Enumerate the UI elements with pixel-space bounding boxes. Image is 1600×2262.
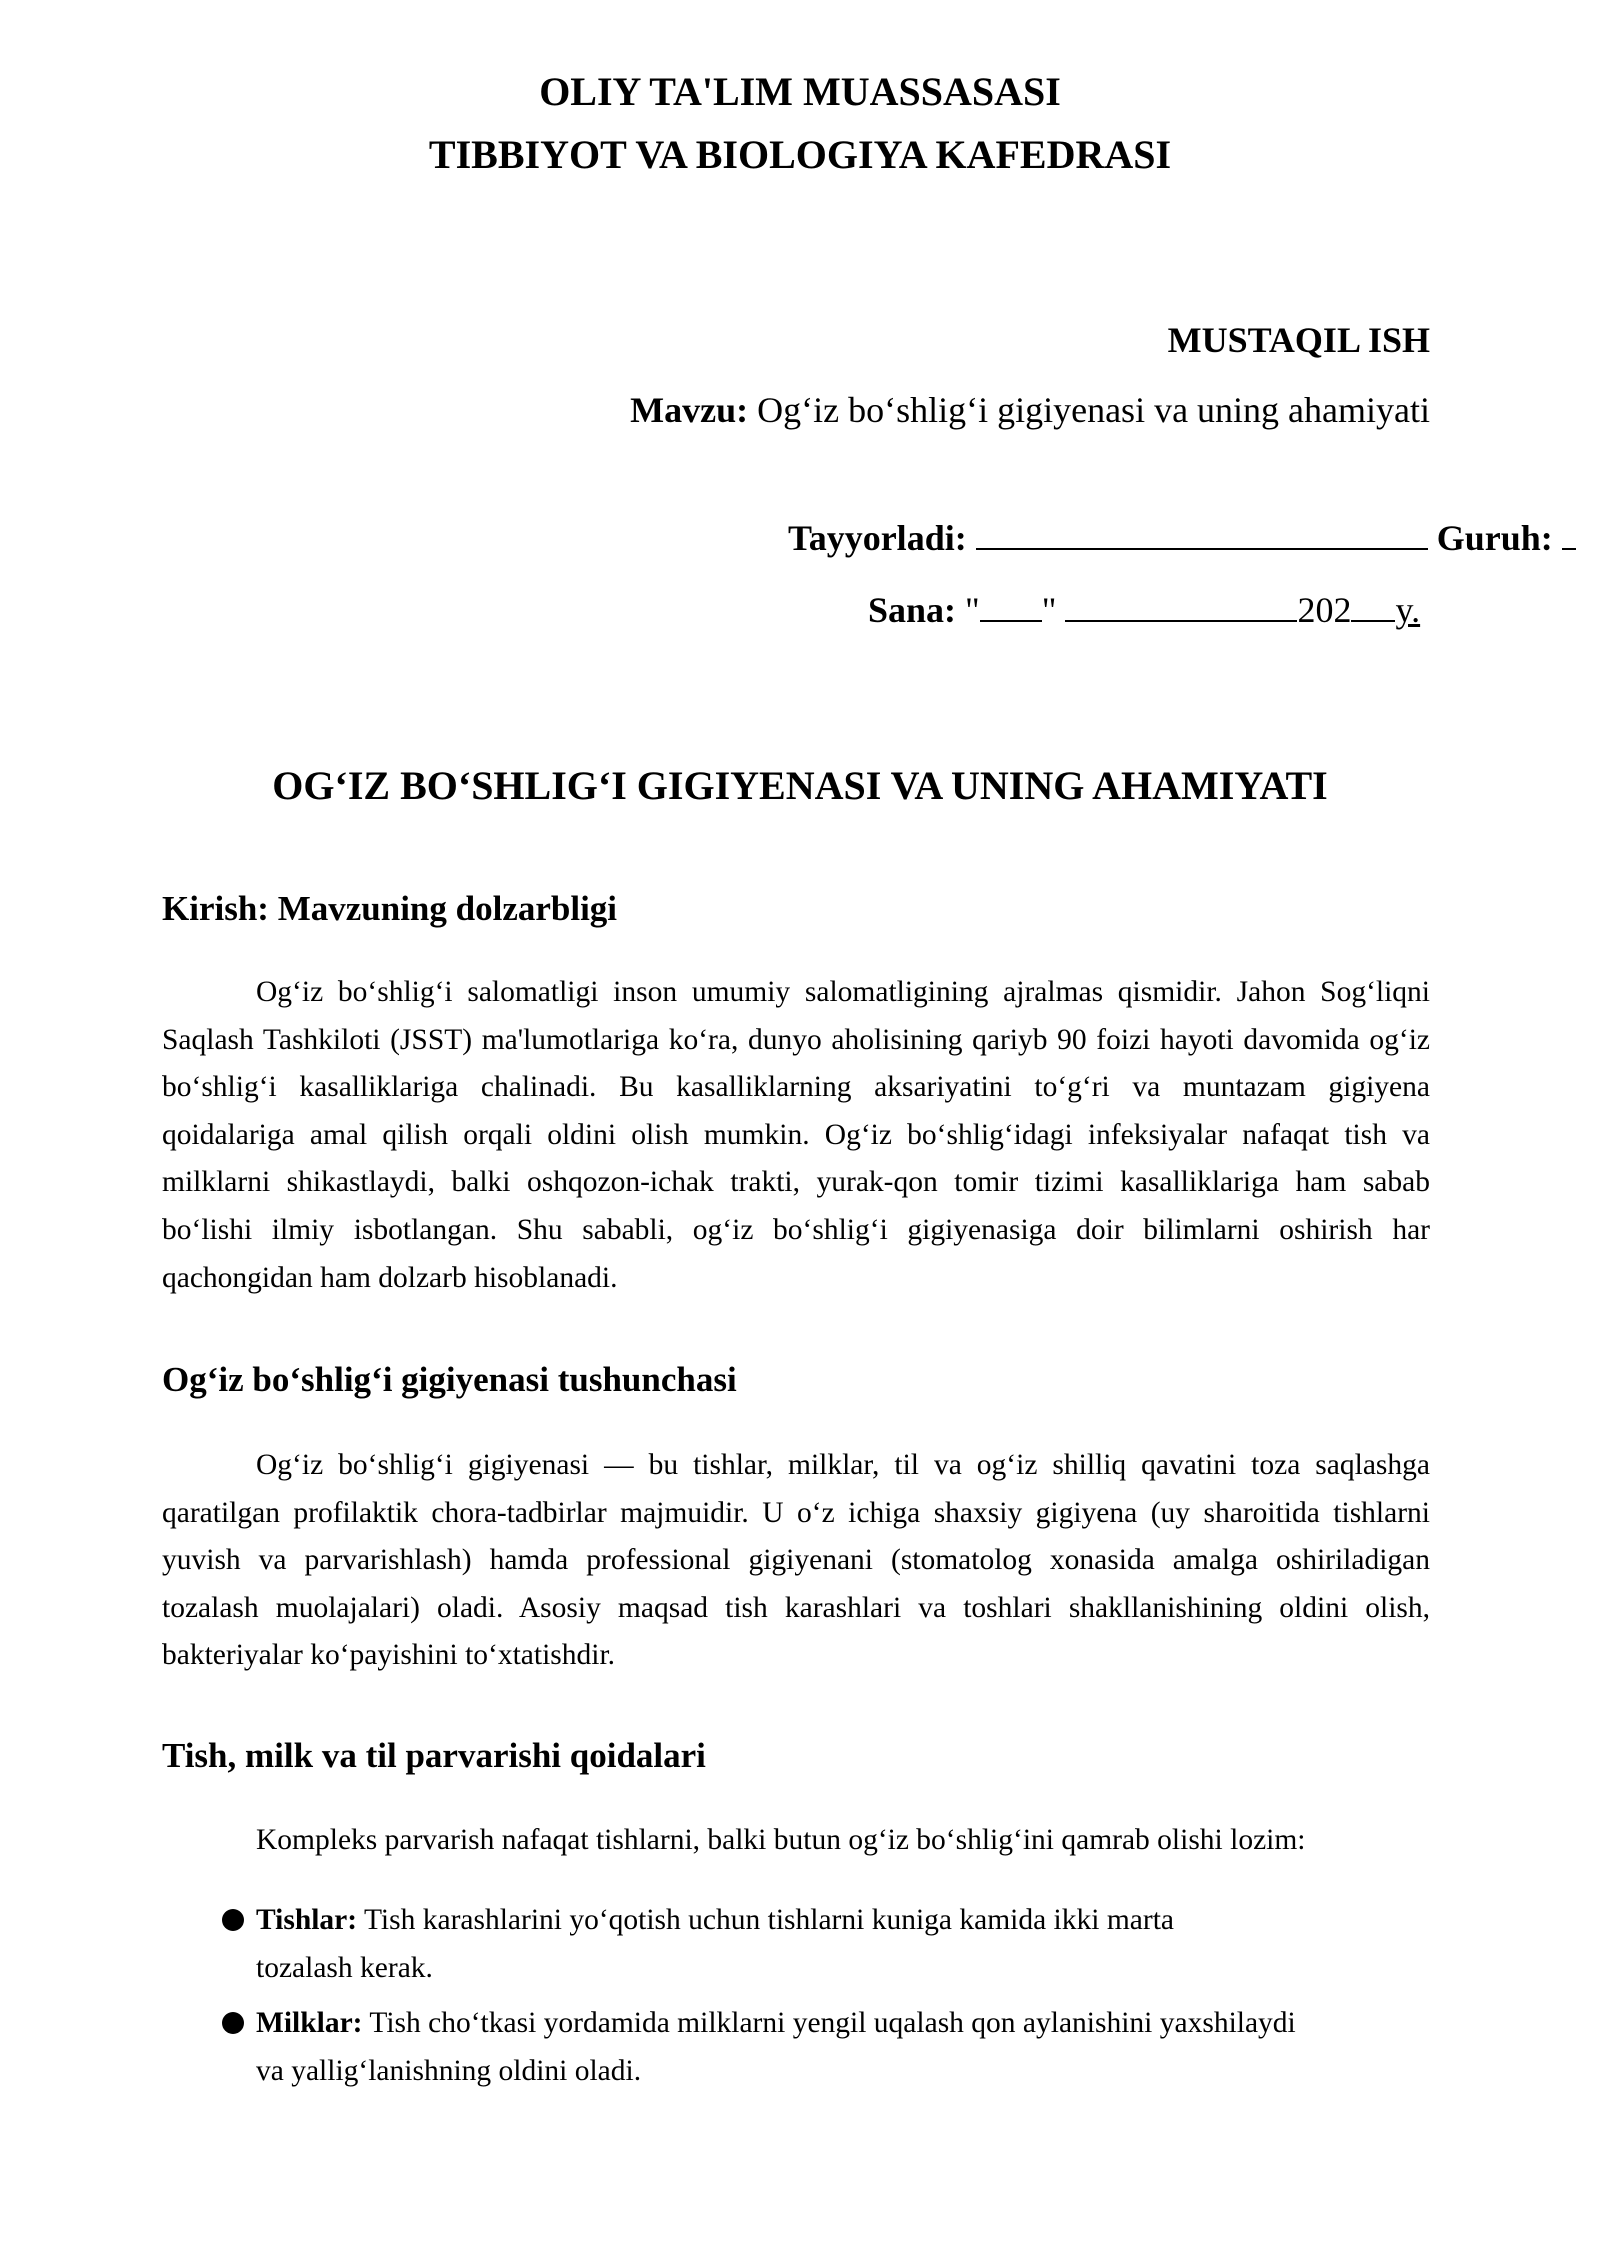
section-paragraph-intro: Og‘iz bo‘shlig‘i salomatligi inson umumiy salomatligining ajralmas qismidir. Jahon Sog‘liqni Saqlash Tashkiloti (JSST) ma'lumotlariga ko‘ra, dunyo aholisining qariyb 90 foizi hayoti davomida og‘iz bo‘shlig‘i kasalliklariga chalinadi. Bu kasalliklarning aksariyatini to‘g‘ri va muntazam gigiyena qoidalariga amal qilish orqali oldini olish mumkin. Og‘iz bo‘shlig‘idagi infeksiyalar nafaqat tish va milklarni shikastlaydi, balki oshqozon-ichak trakti, yurak-qon tomir tizimi kasalliklariga ham sabab bo‘lishi ilmiy isbotlangan. Shu sababli, og‘iz bo‘shlig‘i gigiyenasiga doir bilimlarni oshirish har qachongidan ham dolzarb hisoblanadi. [162,976,1430,1294]
list-item-text: Tish cho‘tkasi yordamida milklarni yengil uqalash qon aylanishini yaxshilaydi [369,2007,1296,2039]
list-item-label: Milklar: [256,2007,363,2039]
institution-name: OLIY TA'LIM MUASSASASI [539,69,1061,114]
day-blank [980,590,1042,622]
section-heading-rules: Tish, milk va til parvarishi qoidalari [162,1736,706,1775]
topic-text: Og‘iz bo‘shlig‘i gigiyenasi va uning ahamiyati [757,390,1430,430]
work-type: MUSTAQIL ISH [1167,320,1430,360]
topic-line [630,390,1430,430]
bullet-icon [222,1909,244,1931]
list-item-label: Tishlar: [256,1904,358,1936]
date-quote-open: " [965,590,980,630]
date-quote-close: " [1041,590,1057,630]
bullet-icon [222,2012,244,2034]
section-heading-intro: Kirish: Mavzuning dolzarbligi [162,889,618,928]
section-heading-concept: Og‘iz bo‘shlig‘i gigiyenasi tushunchasi [162,1360,737,1399]
prepared-blank [976,518,1428,550]
rules-lead: Kompleks parvarish nafaqat tishlarni, balki butun og‘iz bo‘shlig‘ini qamrab olishi lozim: [256,1824,1306,1856]
list-item-teeth [256,1896,1406,1992]
section-paragraph-concept: Og‘iz bo‘shlig‘i gigiyenasi — bu tishlar, milklar, til va og‘iz shilliq qavatini toza saqlashga qaratilgan profilaktik chora-tadbirlar majmuidir. U o‘z ichiga shaxsiy gigiyena (uy sharoitida tishlarni yuvish va parvarishlash) hamda professional gigiyenani (stomatolog xonasida amalga oshiriladigan tozalash muolajalari) oladi. Asosiy maqsad tish karashlari va toshlari shakllanishining oldini olish, bakteriyalar ko‘payishini to‘xtatishdir. [162,1449,1430,1672]
list-item-text-cont: tozalash kerak. [256,1952,433,1984]
year-blank [1351,590,1395,622]
month-blank [1065,590,1297,622]
list-item-text: Tish karashlarini yo‘qotish uchun tishlarni kuniga kamida ikki marta [363,1904,1174,1936]
prepared-label: Tayyorladi: [788,518,967,558]
topic-label: Mavzu: [630,390,749,430]
year-prefix: 202 [1297,590,1352,630]
group-label: Guruh: [1436,518,1553,558]
prepared-line [788,518,1576,558]
group-blank [1562,518,1576,550]
date-line [868,590,1420,630]
department-name: TIBBIYOT VA BIOLOGIYA KAFEDRASI [428,132,1172,177]
year-suffix: y. [1395,590,1421,630]
list-item-gums [256,1999,1406,2095]
date-label: Sana: [868,590,957,630]
list-item-text-cont: va yallig‘lanishning oldini oladi. [256,2055,642,2087]
document-title: OG‘IZ BO‘SHLIG‘I GIGIYENASI VA UNING AHAMIYATI [272,763,1328,808]
